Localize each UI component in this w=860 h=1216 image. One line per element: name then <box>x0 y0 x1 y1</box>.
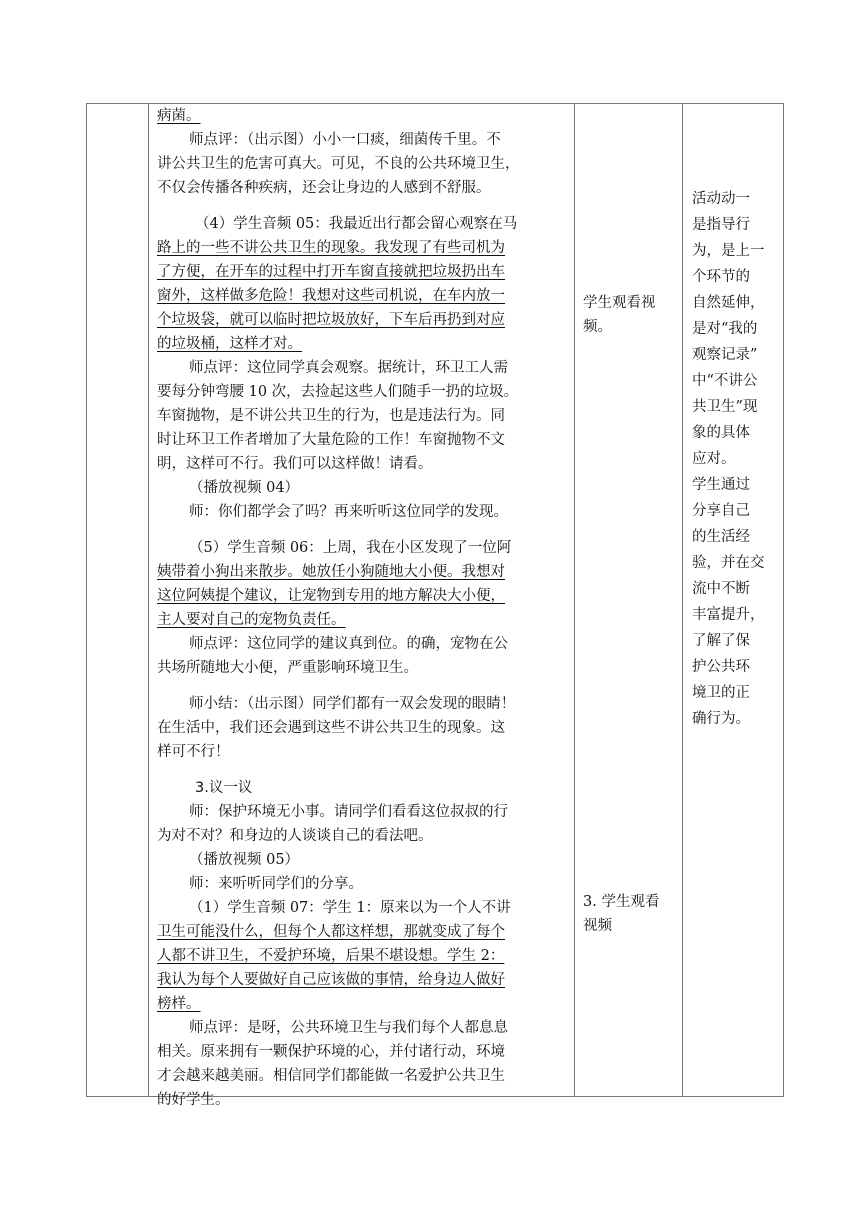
note-line: 确行为。 <box>692 711 750 727</box>
activity-block-2 <box>583 890 659 938</box>
paragraph-gap <box>157 764 577 776</box>
column-divider <box>148 104 149 1096</box>
note-line: 活动动一 <box>692 191 750 207</box>
text-line: 的垃圾桶，这样才对。 <box>157 336 302 352</box>
paragraph-gap <box>157 200 577 212</box>
text-line: 共场所随地大小便，严重影响环境卫生。 <box>157 660 418 676</box>
note-line: 分享自己 <box>692 503 750 519</box>
text-line: 了方便，在开车的过程中打开车窗直接就把垃圾扔出车 <box>157 264 505 280</box>
text-line: 卫生可能没什么，但每个人都这样想，那就变成了每个 <box>157 924 505 940</box>
text-line: 样可不行！ <box>157 744 230 760</box>
text-line: （4）学生音频 05：我最近出行都会留心观察在马 <box>195 216 518 232</box>
text-line: （5）学生音频 06：上周，我在小区发现了一位阿 <box>189 540 512 556</box>
note-line: 自然延伸， <box>692 295 765 311</box>
column-divider <box>682 104 683 1096</box>
text-line: 师点评：这位同学的建议真到位。的确，宠物在公 <box>189 636 508 652</box>
note-line: 共卫生”现 <box>692 399 758 415</box>
note-line: 为，是上一 <box>692 243 765 259</box>
text-line: 师小结：（出示图）同学们都有一双会发现的眼睛！ <box>189 696 516 712</box>
text-line: 这位阿姨提个建议，让宠物到专用的地方解决大小便， <box>157 588 505 604</box>
text-line: 师：来听听同学们的分享。 <box>189 876 363 892</box>
note-line: 是指导行 <box>692 217 750 233</box>
text-line: 才会越来越美丽。相信同学们都能做一名爱护公共卫生 <box>157 1068 505 1084</box>
text-line: （播放视频 04） <box>189 480 300 496</box>
text-line: 师：你们都学会了吗？再来听听这位同学的发现。 <box>189 504 508 520</box>
note-line: 观察记录” <box>692 347 758 363</box>
activity-line: 频。 <box>583 319 612 335</box>
note-line: 验，并在交 <box>692 555 765 571</box>
text-line: 的好学生。 <box>157 1092 230 1108</box>
text-line: （播放视频 05） <box>189 852 300 868</box>
note-line: 了解了保 <box>692 633 750 649</box>
note-line: 的生活经 <box>692 529 750 545</box>
text-line: 明，这样可不行。我们可以这样做！请看。 <box>157 456 433 472</box>
text-line: 姨带着小狗出来散步。她放任小狗随地大小便。我想对 <box>157 564 505 580</box>
text-line: 为对不对？和身边的人谈谈自己的看法吧。 <box>157 828 433 844</box>
paragraph-gap <box>157 524 577 536</box>
text-line: 人都不讲卫生，不爱护环境，后果不堪设想。学生 2： <box>157 948 505 964</box>
text-line: 不仅会传播各种疾病，还会让身边的人感到不舒服。 <box>157 180 491 196</box>
text-line: 病菌。 <box>157 108 201 124</box>
note-line: 中“不讲公 <box>692 373 758 389</box>
text-line: 师：保护环境无小事。请同学们看看这位叔叔的行 <box>189 804 508 820</box>
text-line: 在生活中，我们还会遇到这些不讲公共卫生的现象。这 <box>157 720 505 736</box>
text-line: 相关。原来拥有一颗保护环境的心，并付诸行动，环境 <box>157 1044 505 1060</box>
text-line: 窗外，这样做多危险！我想对这些司机说，在车内放一 <box>157 288 505 304</box>
text-line: 路上的一些不讲公共卫生的现象。我发现了有些司机为 <box>157 240 505 256</box>
note-line: 护公共环 <box>692 659 750 675</box>
text-line: 主人要对自己的宠物负责任。 <box>157 612 346 628</box>
activity-line: 3. 学生观看 <box>583 894 660 910</box>
text-line: 我认为每个人要做好自己应该做的事情，给身边人做好 <box>157 972 505 988</box>
text-line: 要每分钟弯腰 10 次，去捡起这些人们随手一扔的垃圾。 <box>157 384 519 400</box>
note-line: 流中不断 <box>692 581 750 597</box>
lesson-plan-table <box>86 103 784 1108</box>
text-line: 3.议一议 <box>195 780 253 796</box>
note-line: 象的具体 <box>692 425 750 441</box>
text-line: 时让环卫工作者增加了大量危险的工作！车窗抛物不文 <box>157 432 505 448</box>
note-line: 境卫的正 <box>692 685 750 701</box>
text-line: 个垃圾袋，就可以临时把垃圾放好，下车后再扔到对应 <box>157 312 505 328</box>
note-line: 学生通过 <box>692 477 750 493</box>
text-line: 榜样。 <box>157 996 201 1012</box>
text-line: 师点评：这位同学真会观察。据统计，环卫工人需 <box>189 360 508 376</box>
paragraph-gap <box>157 680 577 692</box>
text-line: 车窗抛物，是不讲公共卫生的行为，也是违法行为。同 <box>157 408 505 424</box>
text-line: 师点评：（出示图）小小一口痰，细菌传千里。不 <box>189 132 501 148</box>
note-line: 应对。 <box>692 451 736 467</box>
text-line: 师点评：是呀，公共环境卫生与我们每个人都息息 <box>189 1020 508 1036</box>
text-line: （1）学生音频 07：学生 1：原来以为一个人不讲 <box>189 900 511 916</box>
note-line: 个环节的 <box>692 269 750 285</box>
activity-line: 学生观看视 <box>583 295 656 311</box>
activity-line: 视频 <box>583 918 612 934</box>
design-intent-column <box>688 186 784 732</box>
note-line: 丰富提升， <box>692 607 765 623</box>
text-line: 讲公共卫生的危害可真大。可见，不良的公共环境卫生， <box>157 156 520 172</box>
note-line: 是对“我的 <box>692 321 758 337</box>
activity-block-1 <box>583 291 656 339</box>
teaching-process-column <box>155 104 577 1112</box>
